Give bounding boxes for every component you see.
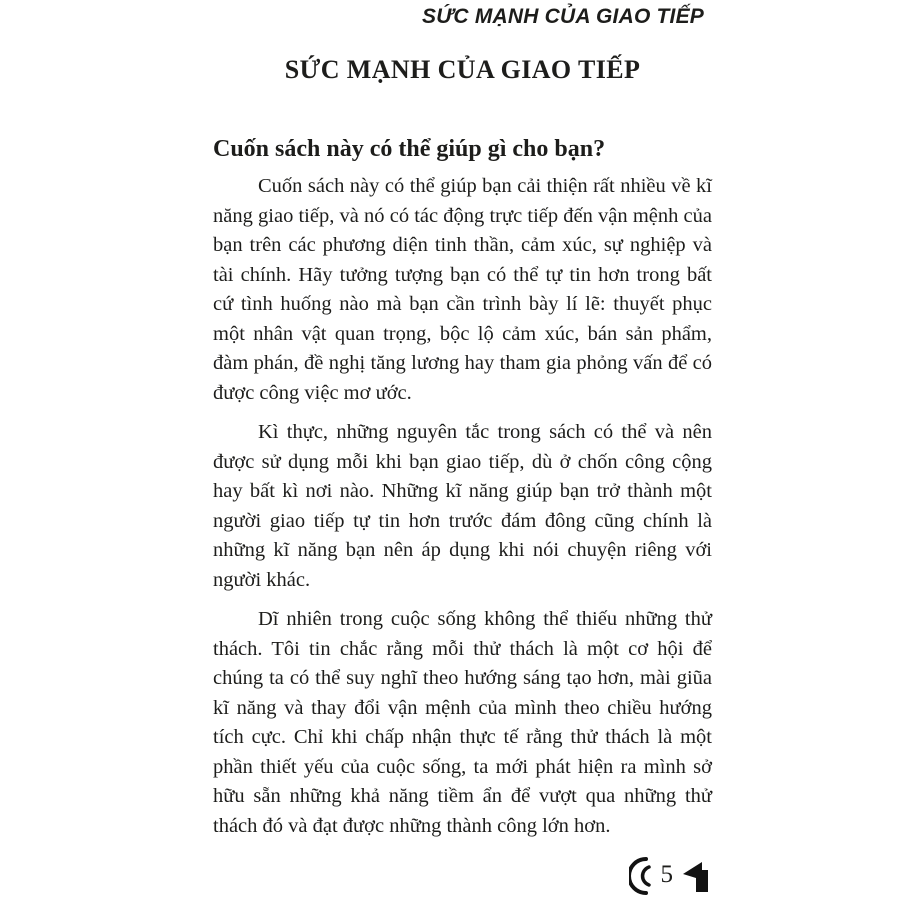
page-footer <box>629 857 709 895</box>
running-header: SỨC MẠNH CỦA GIAO TIẾP <box>422 5 704 28</box>
paragraph-3: Dĩ nhiên trong cuộc sống không thể thiếu những thử thách. Tôi tin chắc rằng mỗi thử thách là một cơ hội để chúng ta có thể suy nghĩ theo hướng sáng tạo hơn, mài giũa kĩ năng và thay đổi vận mệnh của mình theo chiều hướng tích cực. Chỉ khi chấp nhận thực tế rằng thử thách là một phần thiết yếu của cuộc sống, ta mới phát hiện ra mình sở hữu sẵn những khả năng tiềm ẩn để vượt qua những thử thách đó và đạt được những thành công lớn hơn. <box>213 608 712 837</box>
page-number: 5 <box>660 860 673 888</box>
section-heading: Cuốn sách này có thể giúp gì cho bạn? <box>213 136 606 162</box>
body-text <box>213 172 712 851</box>
flag-ornament-icon <box>683 861 708 892</box>
paragraph-2: Kì thực, những nguyên tắc trong sách có thể và nên được sử dụng mỗi khi bạn giao tiếp, dù ở chốn công cộng hay bất kì nơi nào. Những kĩ năng giúp bạn trở thành một người giao tiếp tự tin hơn trước đám đông cũng chính là những kĩ năng bạn nên áp dụng khi nói chuyện riêng với người khác. <box>213 421 712 591</box>
paragraph-1: Cuốn sách này có thể giúp bạn cải thiện rất nhiều về kĩ năng giao tiếp, và nó có tác động trực tiếp đến vận mệnh của bạn trên các phương diện tinh thần, cảm xúc, sự nghiệp và tài chính. Hãy tưởng tượng bạn có thể tự tin hơn trong bất cứ tình huống nào mà bạn cần trình bày lí lẽ: thuyết phục một nhân vật quan trọng, bộc lộ cảm xúc, bán sản phẩm, đàm phán, đề nghị tăng lương hay tham gia phỏng vấn để có được công việc mơ ước. <box>213 175 712 404</box>
page-title: SỨC MẠNH CỦA GIAO TIẾP <box>284 55 641 84</box>
double-arc-ornament-icon <box>629 857 651 895</box>
